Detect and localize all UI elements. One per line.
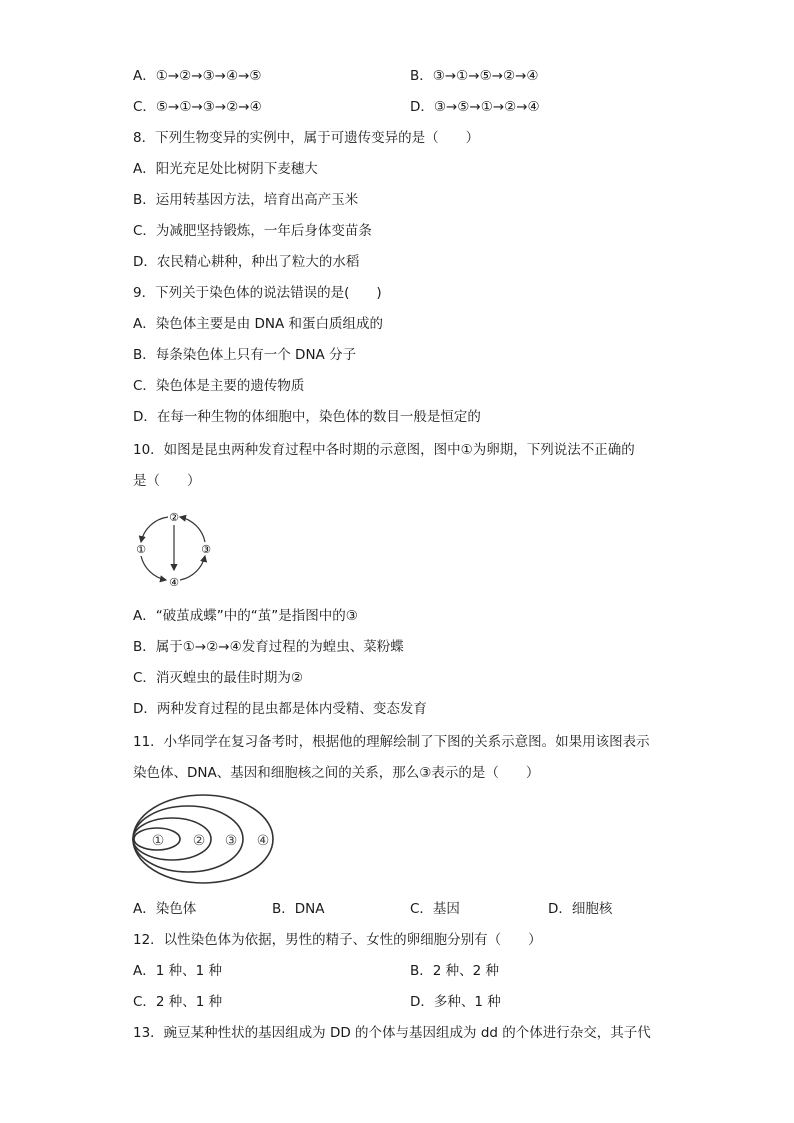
q9-option-a: A．染色体主要是由 DNA 和蛋白质组成的: [133, 316, 384, 332]
q7-option-a: A．①→②→③→④→⑤: [133, 68, 262, 84]
ellipse-label-1: ①: [151, 833, 165, 849]
q12-option-d: D．多种、1 种: [410, 994, 501, 1010]
q11-option-b: B．DNA: [272, 901, 325, 917]
q12-stem: 12．以性染色体为依据，男性的精子、女性的卵细胞分别有（ ）: [133, 932, 542, 948]
cycle-label-4: ④: [169, 576, 179, 589]
q8-option-a: A．阳光充足处比树阴下麦穗大: [133, 161, 318, 177]
q8-option-b: B．运用转基因方法，培育出高产玉米: [133, 192, 359, 208]
q12-option-b: B．2 种、2 种: [410, 963, 500, 979]
q9-option-c: C．染色体是主要的遗传物质: [133, 378, 305, 394]
q10-stem-line2: 是（ ）: [133, 473, 201, 489]
q11-stem-line1: 11．小华同学在复习备考时，根据他的理解绘制了下图的关系示意图。如果用该图表示: [133, 734, 650, 750]
ellipse-label-2: ②: [192, 833, 206, 849]
q10-option-b: B．属于①→②→④发育过程的为蝗虫、菜粉蝶: [133, 639, 404, 655]
q7-option-d: D．③→⑤→①→②→④: [410, 99, 540, 115]
cycle-label-3: ③: [201, 543, 211, 556]
q7-option-c: C．⑤→①→③→②→④: [133, 99, 262, 115]
q10-option-c: C．消灭蝗虫的最佳时期为②: [133, 670, 304, 686]
q9-option-b: B．每条染色体上只有一个 DNA 分子: [133, 347, 357, 363]
q11-option-a: A．染色体: [133, 901, 197, 917]
q11-stem-line2: 染色体、DNA、基因和细胞核之间的关系，那么③表示的是（ ）: [133, 765, 540, 781]
ellipse-label-3: ③: [224, 833, 238, 849]
q10-stem-line1: 10．如图是昆虫两种发育过程中各时期的示意图，图中①为卵期，下列说法不正确的: [133, 442, 635, 458]
q8-stem: 8．下列生物变异的实例中，属于可遗传变异的是（ ）: [133, 130, 480, 146]
q10-option-d: D．两种发育过程的昆虫都是体内受精、变态发育: [133, 701, 427, 717]
cycle-label-1: ①: [136, 543, 146, 556]
nested-ellipses-diagram: [130, 790, 282, 886]
q11-option-d: D．细胞核: [548, 901, 613, 917]
q10-option-a: A．“破茧成蝶”中的“茧”是指图中的③: [133, 608, 358, 624]
q7-option-b: B．③→①→⑤→②→④: [410, 68, 539, 84]
ellipse-label-4: ④: [256, 833, 270, 849]
q9-option-d: D．在每一种生物的体细胞中，染色体的数目一般是恒定的: [133, 409, 481, 425]
q8-option-d: D．农民精心耕种，种出了粒大的水稻: [133, 254, 360, 270]
q9-stem: 9．下列关于染色体的说法错误的是( ): [133, 285, 382, 301]
q8-option-c: C．为减肥坚持锻炼，一年后身体变苗条: [133, 223, 372, 239]
q12-option-a: A．1 种、1 种: [133, 963, 222, 979]
q12-option-c: C．2 种、1 种: [133, 994, 223, 1010]
insect-development-cycle-diagram: [128, 506, 220, 590]
q13-stem-line1: 13．豌豆某种性状的基因组成为 DD 的个体与基因组成为 dd 的个体进行杂交，其子代: [133, 1025, 651, 1041]
cycle-label-2: ②: [169, 511, 179, 524]
q11-option-c: C．基因: [410, 901, 460, 917]
